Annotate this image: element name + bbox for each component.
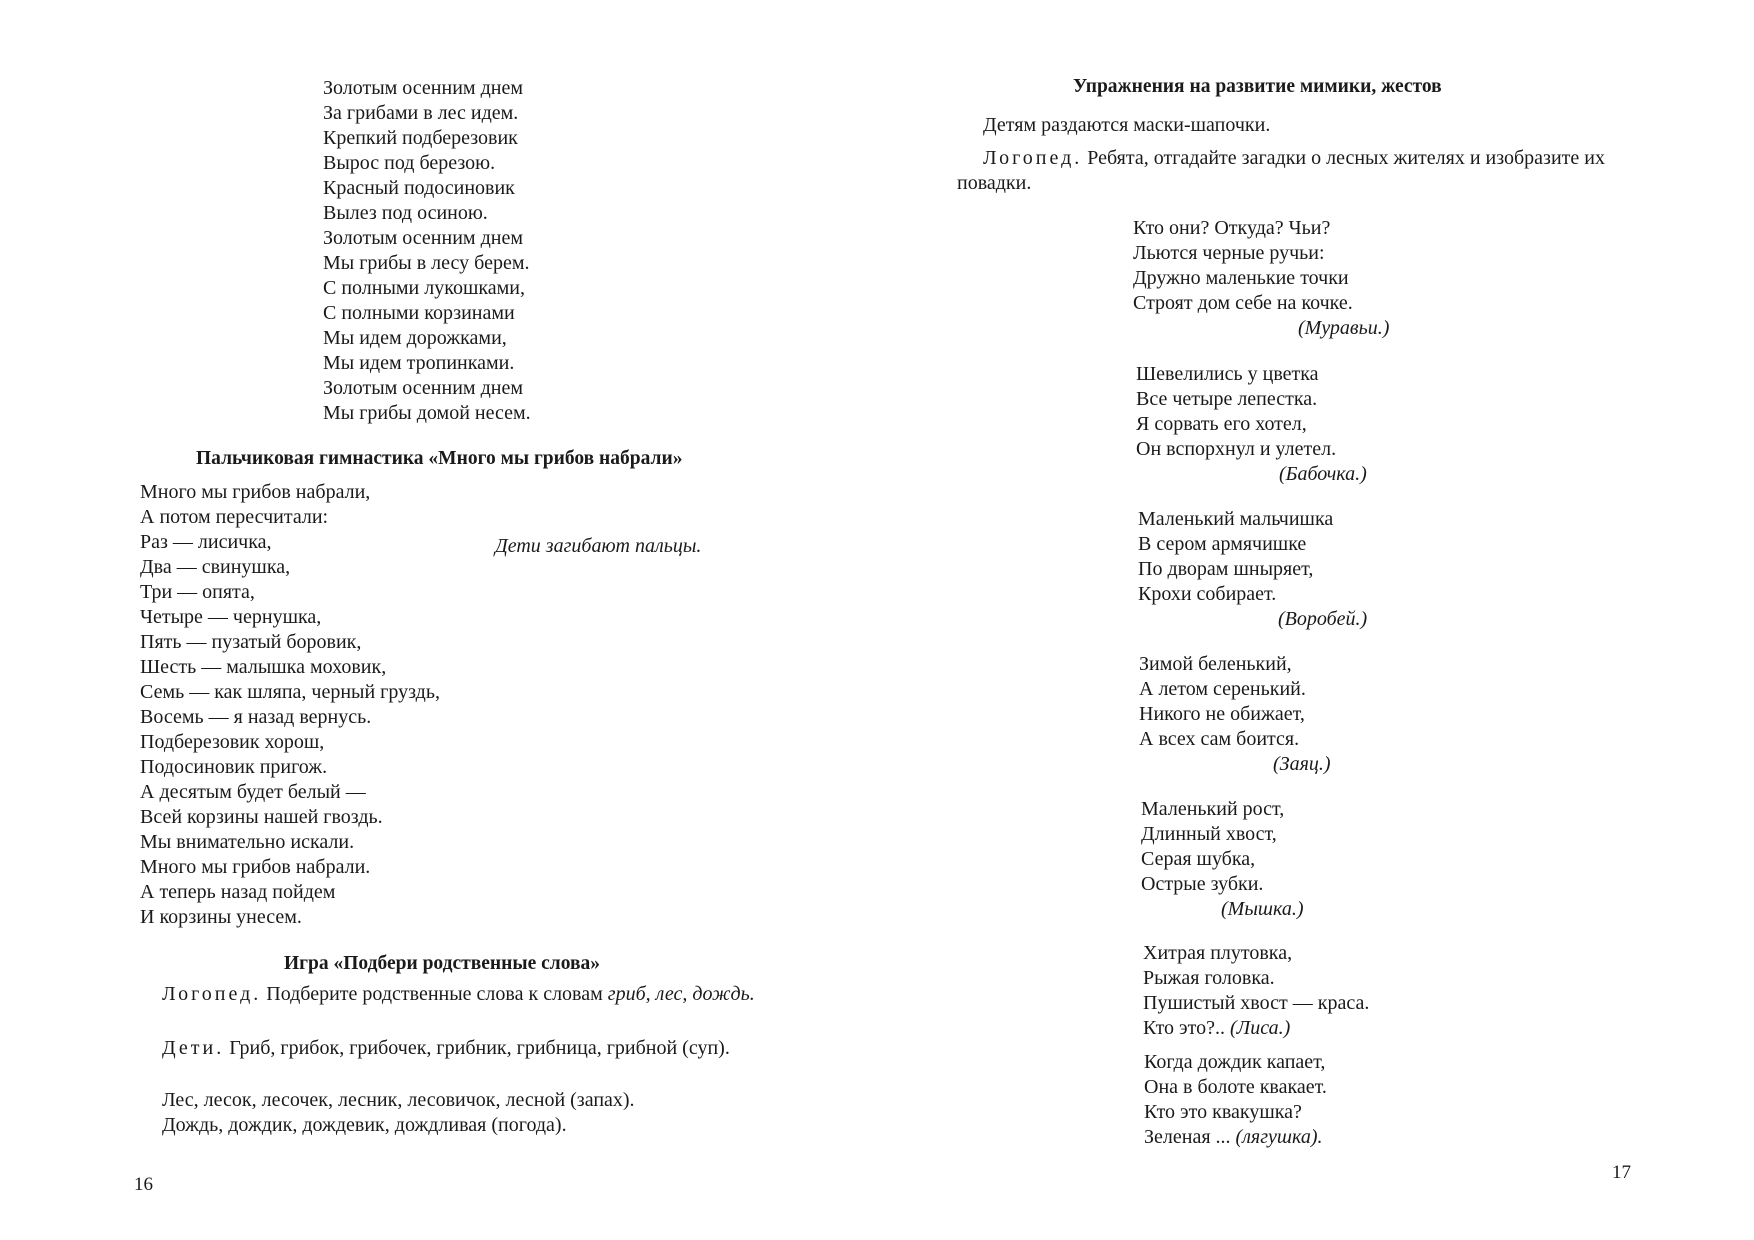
riddle-line: Пушистый хвост — краса.: [1143, 992, 1370, 1014]
poem-line: Много мы грибов набрали,: [140, 481, 371, 503]
page-number: 16: [134, 1174, 153, 1195]
paragraph-text: Гриб, грибок, грибочек, грибник, грибница, грибной (суп).: [224, 1037, 730, 1059]
riddle-line-prefix: Кто это?..: [1143, 1017, 1230, 1039]
riddle-answer: (Муравьи.): [1298, 317, 1390, 339]
game-paragraph-2: [134, 1036, 812, 1061]
poem-line: Подберезовик хорош,: [140, 731, 325, 753]
poem-line: Мы идем дорожками,: [323, 327, 507, 349]
poem-line: Вырос под березою.: [323, 152, 496, 174]
riddle-ants: [1133, 216, 1389, 341]
riddle-line: [1143, 1016, 1369, 1041]
poem-line: Подосиновик пригож.: [140, 756, 328, 778]
riddle-line: По дворам шныряет,: [1138, 558, 1314, 580]
riddle-line: Никого не обижает,: [1139, 703, 1305, 725]
riddle-line: Он вспорхнул и улетел.: [1136, 438, 1337, 460]
riddle-line: Зимой беленький,: [1139, 653, 1292, 675]
riddle-answer: (Заяц.): [1273, 753, 1331, 775]
riddle-line: [1144, 1125, 1327, 1150]
poem-line: Раз — лисичка,: [140, 531, 272, 553]
poem-line: С полными корзинами: [323, 302, 515, 324]
riddle-line: Острые зубки.: [1141, 873, 1264, 895]
poem-line: Пять — пузатый боровик,: [140, 631, 362, 653]
riddle-line: Она в болоте квакает.: [1144, 1076, 1327, 1098]
riddle-line-prefix: Зеленая ...: [1144, 1126, 1236, 1148]
autumn-poem: [323, 76, 531, 426]
riddle-answer: (Мышка.): [1221, 898, 1304, 920]
game-paragraph-1: [134, 982, 812, 1007]
riddle-line: Длинный хвост,: [1141, 823, 1277, 845]
riddle-line: А летом серенький.: [1139, 678, 1306, 700]
riddle-line: Все четыре лепестка.: [1136, 388, 1318, 410]
poem-line: А теперь назад пойдем: [140, 881, 336, 903]
poem-line: Вылез под осиною.: [323, 202, 488, 224]
speaker-label: Логопед.: [162, 983, 262, 1005]
riddle-line: Строят дом себе на кочке.: [1133, 292, 1353, 314]
riddle-answer: (Воробей.): [1278, 608, 1368, 630]
poem-line: Золотым осенним днем: [323, 77, 523, 99]
riddle-sparrow: [1138, 507, 1367, 632]
riddle-fox: [1143, 941, 1369, 1041]
poem-line: Три — опята,: [140, 581, 255, 603]
paragraph-text: Ребята, отгадайте загадки о лесных жителях и изобразите их повадки.: [957, 147, 1605, 194]
riddle-line: В сером армячишке: [1138, 533, 1307, 555]
poem-line: Мы грибы в лесу берем.: [323, 252, 530, 274]
poem-line: Шесть — малышка моховик,: [140, 656, 387, 678]
riddle-butterfly: [1136, 362, 1367, 487]
poem-line: Два — свинушка,: [140, 556, 291, 578]
poem-line: Всей корзины нашей гвоздь.: [140, 806, 383, 828]
riddle-line: Кто они? Откуда? Чьи?: [1133, 217, 1331, 239]
riddle-line: Я сорвать его хотел,: [1136, 413, 1307, 435]
instruction-paragraph: [957, 146, 1617, 196]
poem-line: Много мы грибов набрали.: [140, 856, 371, 878]
page-number: 17: [1612, 1162, 1631, 1183]
riddle-answer: (лягушка).: [1235, 1126, 1323, 1148]
poem-line: Мы внимательно искали.: [140, 831, 355, 853]
poem-line: Крепкий подберезовик: [323, 127, 518, 149]
game-line-3: Лес, лесок, лесочек, лесник, лесовичок, лесной (запах).: [162, 1089, 635, 1111]
riddle-line: Маленький рост,: [1141, 798, 1285, 820]
riddle-line: Шевелились у цветка: [1136, 363, 1319, 385]
poem-line: Золотым осенним днем: [323, 227, 523, 249]
poem-line: А десятым будет белый —: [140, 781, 366, 803]
speaker-label: Дети.: [162, 1037, 225, 1059]
riddle-line: А всех сам боится.: [1139, 728, 1300, 750]
game-heading: Игра «Подбери родственные слова»: [284, 953, 600, 974]
speaker-label: Логопед.: [983, 147, 1083, 169]
riddle-answer: (Лиса.): [1230, 1017, 1291, 1039]
poem-line: Мы идем тропинками.: [323, 352, 515, 374]
poem-line: Золотым осенним днем: [323, 377, 523, 399]
riddle-answer: (Бабочка.): [1279, 463, 1367, 485]
poem-line: С полными лукошками,: [323, 277, 525, 299]
poem-line: А потом пересчитали:: [140, 506, 329, 528]
finger-gym-heading: Пальчиковая гимнастика «Много мы грибов набрали»: [196, 448, 683, 469]
poem-line: За грибами в лес идем.: [323, 102, 519, 124]
game-line-4: Дождь, дождик, дождевик, дождливая (погода).: [162, 1114, 567, 1136]
finger-gym-note: Дети загибают пальцы.: [495, 535, 702, 557]
riddle-line: Кто это квакушка?: [1144, 1101, 1302, 1123]
riddle-line: Рыжая головка.: [1143, 967, 1275, 989]
paragraph-text: Подберите родственные слова к словам: [261, 983, 608, 1005]
riddle-line: Когда дождик капает,: [1144, 1051, 1326, 1073]
finger-gym-poem: [140, 480, 440, 930]
riddle-line: Крохи собирает.: [1138, 583, 1277, 605]
mimicry-heading: Упражнения на развитие мимики, жестов: [1073, 76, 1442, 97]
italic-words: гриб, лес, дождь.: [607, 983, 755, 1005]
intro-text: Детям раздаются маски-шапочки.: [983, 114, 1271, 136]
poem-line: Четыре — чернушка,: [140, 606, 322, 628]
riddle-line: Маленький мальчишка: [1138, 508, 1334, 530]
riddle-frog: [1144, 1050, 1327, 1150]
right-page: [877, 0, 1754, 1240]
riddle-mouse: [1141, 797, 1303, 922]
poem-line: Красный подосиновик: [323, 177, 515, 199]
riddle-line: Льются черные ручьи:: [1133, 242, 1325, 264]
poem-line: Мы грибы домой несем.: [323, 402, 531, 424]
poem-line: Семь — как шляпа, черный груздь,: [140, 681, 440, 703]
riddle-line: Дружно маленькие точки: [1133, 267, 1349, 289]
riddle-line: Серая шубка,: [1141, 848, 1256, 870]
poem-line: Восемь — я назад вернусь.: [140, 706, 372, 728]
riddle-hare: [1139, 652, 1331, 777]
poem-line: И корзины унесем.: [140, 906, 302, 928]
riddle-line: Хитрая плутовка,: [1143, 942, 1293, 964]
